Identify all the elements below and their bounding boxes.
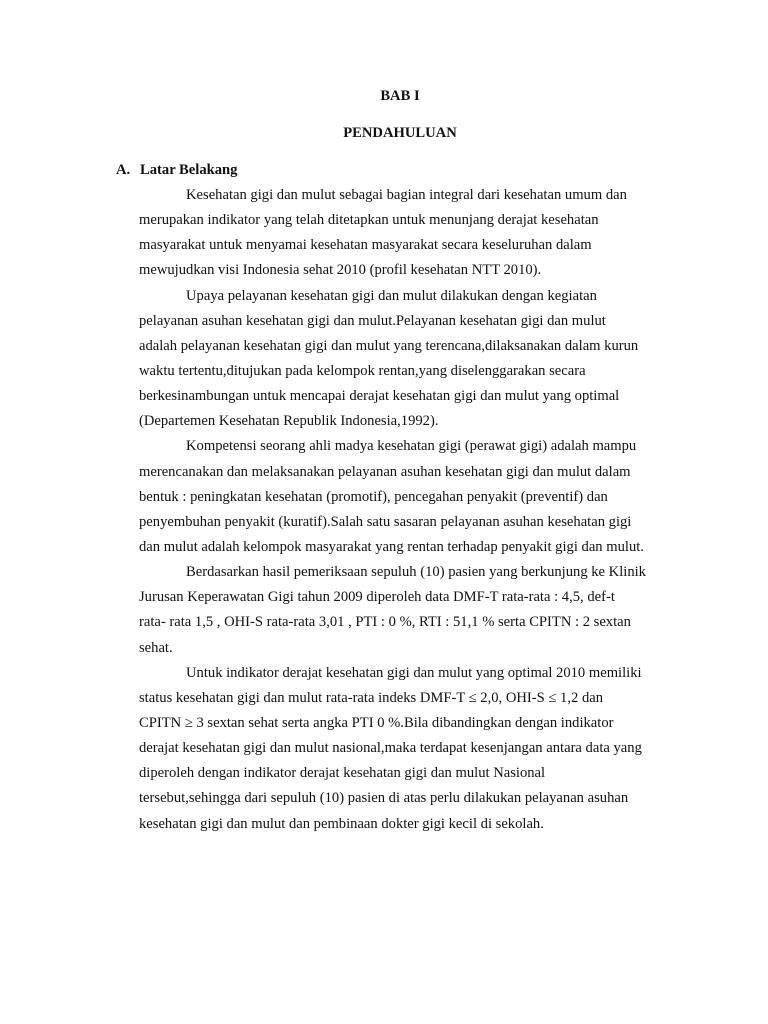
text-line: berkesinambungan untuk mencapai derajat kesehatan gigi dan mulut yang optimal xyxy=(139,388,620,405)
text-line: Untuk indikator derajat kesehatan gigi dan mulut yang optimal 2010 memiliki xyxy=(186,664,642,681)
text-line: derajat kesehatan gigi dan mulut nasional,maka terdapat kesenjangan antara data yang xyxy=(139,740,642,757)
text-line: dan mulut adalah kelompok masyarakat yang rentan terhadap penyakit gigi dan mulut. xyxy=(139,538,644,555)
text-line: Berdasarkan hasil pemeriksaan sepuluh (10) pasien yang berkunjung ke Klinik xyxy=(186,564,646,581)
chapter-title: PENDAHULUAN xyxy=(343,125,457,141)
text-line: status kesehatan gigi dan mulut rata-rata indeks DMF-T ≤ 2,0, OHI-S ≤ 1,2 dan xyxy=(139,689,604,706)
section-heading xyxy=(116,162,237,179)
text-line: Jurusan Keperawatan Gigi tahun 2009 diperoleh data DMF-T rata-rata : 4,5, def-t xyxy=(139,589,615,606)
text-line: penyembuhan penyakit (kuratif).Salah satu sasaran pelayanan asuhan kesehatan gigi xyxy=(139,513,632,530)
text-line: kesehatan gigi dan mulut dan pembinaan dokter gigi kecil di sekolah. xyxy=(139,815,544,832)
text-line: Upaya pelayanan kesehatan gigi dan mulut dilakukan dengan kegiatan xyxy=(186,287,597,304)
text-line: merencanakan dan melaksanakan pelayanan asuhan kesehatan gigi dan mulut dalam xyxy=(139,463,631,480)
text-line: Kompetensi seorang ahli madya kesehatan gigi (perawat gigi) adalah mampu xyxy=(186,438,637,455)
text-line: waktu tertentu,ditujukan pada kelompok rentan,yang diselenggarakan secara xyxy=(139,362,586,379)
text-line: mewujudkan visi Indonesia sehat 2010 (profil kesehatan NTT 2010). xyxy=(139,262,542,279)
text-line: diperoleh dengan indikator derajat kesehatan gigi dan mulut Nasional xyxy=(139,765,546,782)
text-line: pelayanan asuhan kesehatan gigi dan mulut.Pelayanan kesehatan gigi dan mulut xyxy=(139,312,606,329)
text-line: sehat. xyxy=(139,639,173,656)
section-title: Latar Belakang xyxy=(140,162,238,178)
text-line: CPITN ≥ 3 sextan sehat serta angka PTI 0 %.Bila dibandingkan dengan indikator xyxy=(139,714,614,731)
body-text xyxy=(139,185,684,839)
text-line: (Departemen Kesehatan Republik Indonesia,1992). xyxy=(139,413,439,430)
text-line: tersebut,sehingga dari sepuluh (10) pasien di atas perlu dilakukan pelayanan asuhan xyxy=(139,790,629,807)
text-line: rata- rata 1,5 , OHI-S rata-rata 3,01 , PTI : 0 %, RTI : 51,1 % serta CPITN : 2 sextan xyxy=(139,614,631,631)
text-line: Kesehatan gigi dan mulut sebagai bagian integral dari kesehatan umum dan xyxy=(186,187,627,203)
text-line: masyarakat untuk menyamai kesehatan masyarakat secara keseluruhan dalam xyxy=(139,237,592,254)
text-line: adalah pelayanan kesehatan gigi dan mulut yang terencana,dilaksanakan dalam kurun xyxy=(139,337,639,354)
text-line: merupakan indikator yang telah ditetapkan untuk menunjang derajat kesehatan xyxy=(139,212,599,229)
chapter-number: BAB I xyxy=(380,88,420,104)
text-line: bentuk : peningkatan kesehatan (promotif), pencegahan penyakit (preventif) dan xyxy=(139,488,608,505)
section-number: A. xyxy=(116,162,131,178)
